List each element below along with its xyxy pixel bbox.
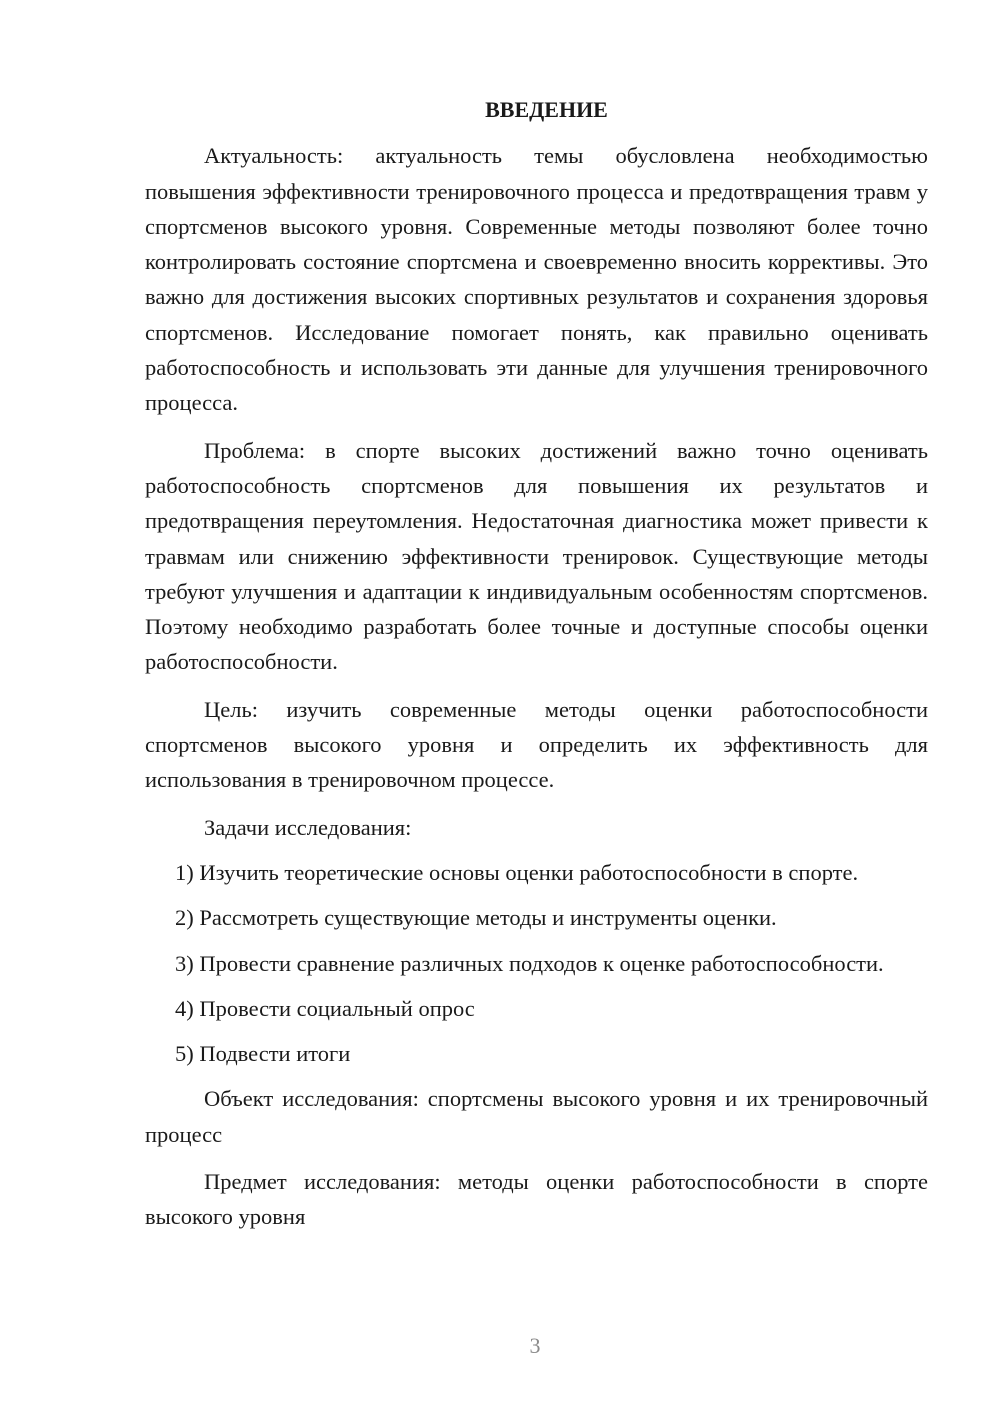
page-content [145, 92, 928, 1235]
task-item-5: 5) Подвести итоги [175, 1041, 351, 1067]
paragraph-object: Объект исследования: спортсмены высокого уровня и их тренировочный процесс [145, 1086, 928, 1147]
page-number: 3 [529, 1333, 541, 1358]
paragraph-problem: Проблема: в спорте высоких достижений важно точно оценивать работоспособность спортсменов для повышения их результатов и предотвращения переутомления. Недостаточная диагностика может привести к травмам или снижению эффективности тренировок. Существующие методы требуют улучшения и адаптации к индивидуальным особенностям спортсменов. Поэтому необходимо разработать более точные и доступные способы оценки работоспособности. [145, 437, 928, 675]
paragraph-tasks-title: Задачи исследования: [204, 814, 412, 840]
task-item-4: 4) Провести социальный опрос [175, 995, 475, 1021]
task-item-3: 3) Провести сравнение различных подходов к оценке работоспособности. [175, 950, 884, 976]
paragraph-relevance: Актуальность: актуальность темы обусловлена необходимостью повышения эффективности тренировочного процесса и предотвращения травм у спортсменов высокого уровня. Современные методы позволяют более точно контролировать состояние спортсмена и своевременно вносить коррективы. Это важно для достижения высоких спортивных результатов и сохранения здоровья спортсменов. Исследование помогает понять, как правильно оценивать работоспособность и использовать эти данные для улучшения тренировочного процесса. [145, 143, 928, 416]
task-item-2: 2) Рассмотреть существующие методы и инструменты оценки. [175, 905, 777, 931]
task-item-1: 1) Изучить теоретические основы оценки работоспособности в спорте. [175, 859, 859, 885]
section-heading: ВВЕДЕНИЕ [485, 97, 608, 122]
paragraph-goal: Цель: изучить современные методы оценки работоспособности спортсменов высокого уровня и определить их эффективность для использования в тренировочном процессе. [145, 696, 928, 793]
paragraph-subject: Предмет исследования: методы оценки работоспособности в спорте высокого уровня [145, 1169, 928, 1230]
